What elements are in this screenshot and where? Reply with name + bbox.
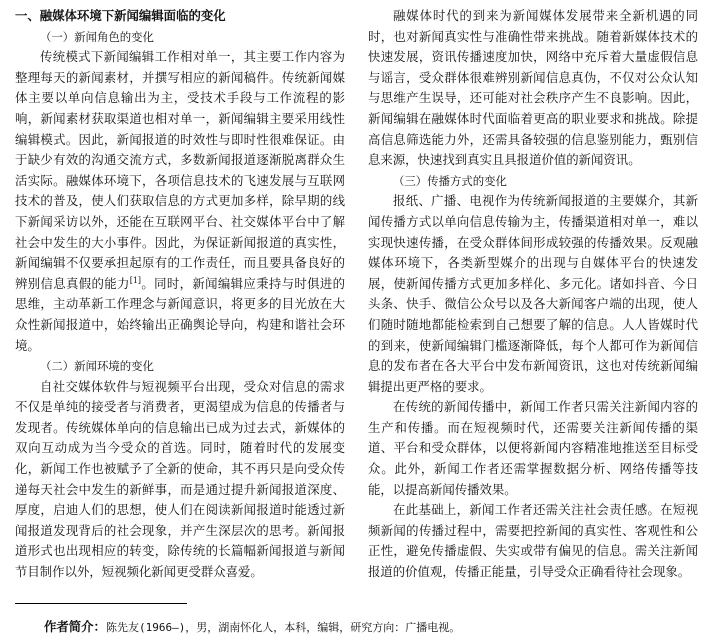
left-column xyxy=(15,6,345,583)
author-text: 陈先友(1966—)，男，湖南怀化人，本科，编辑，研究方向：广播电视。 xyxy=(105,621,461,634)
paragraph-role xyxy=(15,47,345,356)
paragraph-environment: 自社交媒体软件与短视频平台出现，受众对信息的需求不仅是单纯的接受者与消费者，更渴望成为信息的传播者与发现者。传统媒体单向的信息输出已成为过去式，新媒体的双向互动成为当今受众的首选。同时，随着时代的发展变化，新闻工作也被赋予了全新的使命，其不再只是向受众传递每天社会中发生的新鲜事，而是通过提升新闻报道深度、厚度，启迪人们的思想，使人们在阅读新闻报道时能透过新闻报道发现背后的社会现象，并产生深层次的思考。新闻报道形式也出现相应的转变，除传统的长篇幅新闻报道与新闻节目制作以外，短视频化新闻更受群众喜爱。 xyxy=(15,378,345,580)
paragraph-role-text-a: 传统模式下新闻编辑工作相对单一，其主要工作内容为整理每天的新闻素材，并撰写相应的新闻稿件。传统新闻媒体主要以单向信息输出为主，受技术手段与工作流程的影响，新闻素材获取渠道也相对单一，新闻编辑主要采用线性编辑模式。因此，新闻报道的时效性与即时性很难保证。由于缺少有效的沟通交流方式，多数新闻报道逐渐脱离群众生活实际。融媒体环境下，各项信息技术的飞速发展与互联网技术的普及，使人们获取信息的方式更加多样，除早期的线下新闻采访以外，还能在互联网平台、社交媒体平台中了解社会中发生的大小事件。因此，为保证新闻报道的真实性，新闻编辑不仅要承担起原有的工作责任，而且要具备良好的辨别信息真假的能力 xyxy=(15,49,345,291)
subsection-title-environment: （二）新闻环境的变化 xyxy=(40,359,154,374)
footnote-divider xyxy=(15,603,187,604)
paragraph-responsibility: 在此基础上，新闻工作者还需关注社会责任感。在短视频新闻的传播过程中，需要把控新闻的真实性、客观性和公正性，避免传播虚假、失实或带有偏见的信息。需关注新闻报道的价值观，传播正能量，引导受众正确看待社会现象。 xyxy=(368,502,698,580)
author-footnote xyxy=(44,617,460,635)
section-title: 一、融媒体环境下新闻编辑面临的变化 xyxy=(15,8,226,23)
subsection-title-dissemination: （三）传播方式的变化 xyxy=(393,173,507,188)
subsection-title-role: （一）新闻角色的变化 xyxy=(40,29,154,44)
citation-ref[interactable]: [1] xyxy=(129,275,142,285)
paragraph-authenticity: 融媒体时代的到来为新闻媒体发展带来全新机遇的同时，也对新闻真实性与准确性带来挑战。随着新媒体技术的快速发展，资讯传播速度加快，网络中充斥着大量虚假信息与谣言，受众群体很难辨别新闻信息真伪，不仅对公众认知与思维产生误导，还可能对社会秩序产生不良影响。因此，新闻编辑在融媒体时代面临着更高的职业要求和挑战。除提高信息筛选能力外，还需具备较强的信息鉴别能力，甄别信息来源，快速找到真实且具报道价值的新闻资讯。 xyxy=(368,8,698,168)
paragraph-dissemination: 报纸、广播、电视作为传统新闻报道的主要媒介，其新闻传播方式以单向信息传输为主，传播渠道相对单一，难以实现快速传播，在受众群体间形成较强的传播效果。反观融媒体环境下，各类新型媒介的出现与自媒体平台的快速发展，使新闻传播方式更加多样化、多元化。诸如抖音、今日头条、快手、微信公众号以及各大新闻客户端的出现，使人们随时随地都能检索到自己想要了解的信息。人人皆媒时代的到来，使新闻编辑门槛逐渐降低，每个人都可作为新闻信息的发布者在各大平台中发布新闻资讯，这也对传统新闻编辑提出更严格的要求。 xyxy=(368,193,698,394)
right-column xyxy=(368,6,698,583)
author-label: 作者简介： xyxy=(44,619,106,634)
paragraph-short-video: 在传统的新闻传播中，新闻工作者只需关注新闻内容的生产和传播。而在短视频时代，还需要关注新闻传播的渠道、平台和受众群体，以便将新闻内容精准地推送至目标受众。此外，新闻工作者还需掌握数据分析、网络传播等技能，以提高新闻传播效果。 xyxy=(368,399,698,497)
paragraph-role-text-b: 。同时，新闻编辑应秉持与时俱进的思维，主动革新工作理念与新闻意识，将更多的目光放在大众性新闻报道中，始终输出正确舆论导向，构建和谐社会环境。 xyxy=(15,275,346,353)
